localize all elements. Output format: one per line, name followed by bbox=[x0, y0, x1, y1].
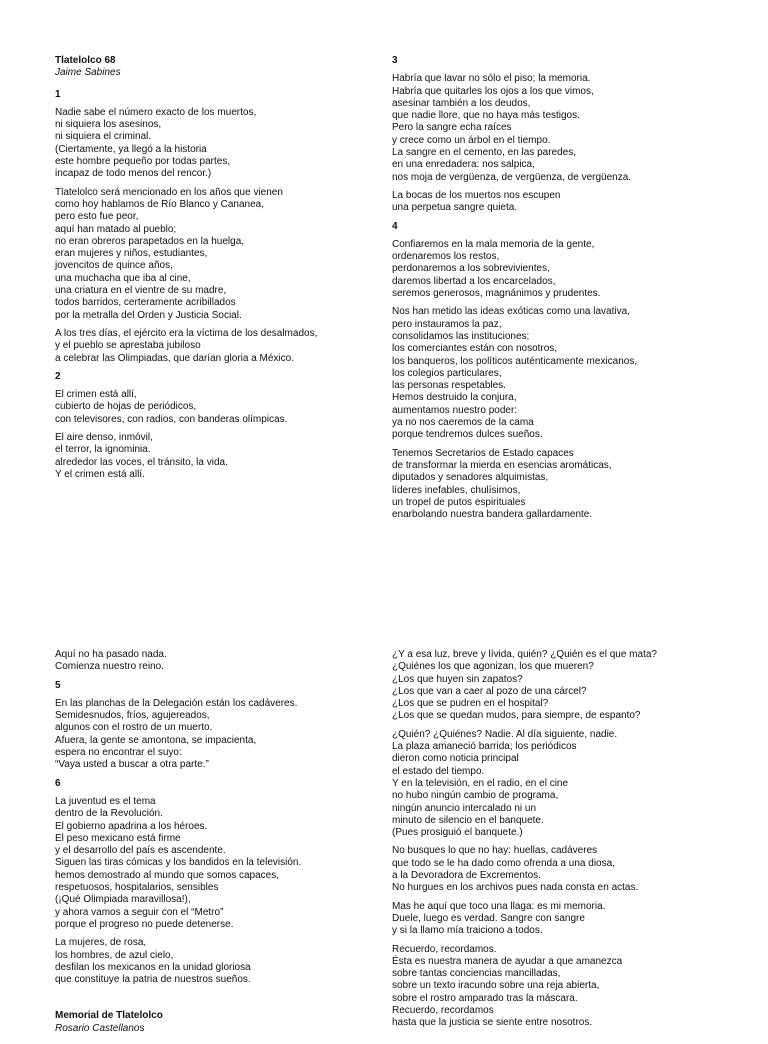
stanza: Recuerdo, recordamos. Ésta es nuestra manera de ayudar a que amanezca sobre tantas conciencias mancilladas, sobre un texto iracundo sobre una reja abierta, sobre el rostro amparado tras la máscara. Recuerdo, recordamos hasta que la justicia se siente entre nosotros. bbox=[392, 943, 623, 1029]
stanza: Tlatelolco será mencionado en los años que vienen como hoy hablamos de Río Blanco y Cananea, pero esto fue peor, aquí han matado al pueblo; no eran obreros parapetados en la huelga, eran mujeres y niños, estudiantes, jovencitos de quince años, una muchacha que iba al cine, una criatura en el vientre de su madre, todos barridos, certeramente acribillados por la metralla del Orden y Justicia Social. bbox=[55, 186, 283, 321]
stanza: En las planchas de la Delegación están los cadáveres. Semidesnudos, fríos, agujereados, algunos con el rostro de un muerto. Afuera, la gente se amontona, se impacienta, espera no encontrar el suyo: “Vaya usted a buscar a otra parte.” bbox=[55, 697, 298, 771]
spacer bbox=[55, 992, 395, 1010]
section-number: 5 bbox=[55, 679, 61, 691]
stanza: Aquí no ha pasado nada. Comienza nuestro reino. bbox=[55, 649, 167, 673]
stanza: La bocas de los muertos nos escupen una perpetua sangre quieta. bbox=[392, 189, 561, 214]
poem-author: Jaime Sabines bbox=[55, 67, 121, 79]
stanza: No busques lo que no hay: huellas, cadáveres que todo se le ha dado como ofrenda a una diosa, a la Devoradora de Excrementos. No hurgues en los archivos pues nada consta en actas. bbox=[392, 845, 639, 894]
section-number: 2 bbox=[55, 370, 61, 382]
page2-left-column bbox=[55, 649, 395, 1044]
section-number: 4 bbox=[392, 220, 398, 232]
section-number: 3 bbox=[392, 55, 398, 66]
stanza: Nos han metido las ideas exóticas como una lavativa, pero instauramos la paz, consolidamos las instituciones; los comerciantes están con nosotros, los banqueros, los políticos auténticamente mexicanos, los colegios particulares, las personas respetables. Hemos destruido la conjura, aumentamos nuestro poder: ya no nos caeremos de la cama porque tendremos dulces sueños. bbox=[392, 306, 638, 441]
stanza: Habría que lavar no sólo el piso; la memoria. Habría que quitarles los ojos a los que vimos, asesinar también a los deudos, que nadie llore, que no haya más testigos. Pero la sangre echa raíces y crece como un árbol en el tiempo. La sangre en el cemento, en las paredes, en una enredadera: nos salpica, nos moja de vergüenza, de vergüenza, de vergüenza. bbox=[392, 73, 632, 183]
stanza: ¿Quién? ¿Quiénes? Nadie. Al día siguiente, nadie. La plaza amaneció barrida; los periódicos dieron como noticia principal el estado del tiempo. Y en la televisión, en el radio, en el cine no hubo ningún cambio de programa, ningún anuncio intercalado ni un minuto de silencio en el banquete. (Pues prosiguió el banquete.) bbox=[392, 728, 618, 839]
section-number: 1 bbox=[55, 88, 61, 100]
stanza: El aire denso, inmóvil, el terror, la ignominia. alrededor las voces, el tránsito, la vida. Y el crimen está allí. bbox=[55, 432, 228, 480]
poem-author: Rosario Castellanos bbox=[55, 1022, 145, 1034]
stanza: Confiaremos en la mala memoria de la gente, ordenaremos los restos, perdonaremos a los sobrevivientes, daremos libertad a los encarcelados, seremos generosos, magnánimos y prudentes. bbox=[392, 238, 601, 300]
page2-right-column bbox=[392, 649, 732, 1036]
section-number: 6 bbox=[55, 777, 61, 789]
stanza: La mujeres, de rosa, los hombres, de azul cielo, desfilan los mexicanos en la unidad gloriosa que constituye la patria de nuestros sueños. bbox=[55, 937, 251, 986]
stanza: La juventud es el tema dentro de la Revolución. El gobierno apadrina a los héroes. El peso mexicano está firme y el desarrollo del país es ascendente. Siguen las tiras cómicas y los bandidos en la televisión. hemos demostrado al mundo que somos capaces, respetuosos, hospitalarios, sensibles (¡Qué Olimpiada maravillosa!), y ahora vamos a seguir con el “Metro” porque el progreso no puede detenerse. bbox=[55, 795, 302, 930]
stanza: El crimen está allí, cubierto de hojas de periódicos, con televisores, con radios, con banderas olímpicas. bbox=[55, 389, 288, 425]
stanza: Nadie sabe el número exacto de los muertos, ni siquiera los asesinos, ni siquiera el criminal. (Ciertamente, ya llegó a la historia este hombre pequeño por todas partes, incapaz de todo menos del rencor.) bbox=[55, 106, 257, 180]
poem-title: Tlatelolco 68 bbox=[55, 55, 116, 66]
poem-title: Memorial de Tlatelolco bbox=[55, 1010, 163, 1022]
stanza: A los tres días, el ejército era la víctima de los desalmados, y el pueblo se aprestaba jubiloso a celebrar las Olimpiadas, que darían gloria a México. bbox=[55, 327, 318, 364]
stanza: Tenemos Secretarios de Estado capaces de transformar la mierda en esencias aromáticas, diputados y senadores alquimistas, líderes inefables, chulísimos, un tropel de putos espirituales enarbolando nuestra bandera gallardamente. bbox=[392, 447, 612, 521]
stanza: Mas he aquí que toco una llaga: es mi memoria. Duele, luego es verdad. Sangre con sangre y si la llamo mía traiciono a todos. bbox=[392, 900, 606, 937]
page1-left-column bbox=[55, 55, 395, 487]
stanza: ¿Y a esa luz, breve y lívida, quién? ¿Quién es el que mata? ¿Quiénes los que agonizan, los que mueren? ¿Los que huyen sin zapatos? ¿Los que van a caer al pozo de una cárcel? ¿Los que se pudren en el hospital? ¿Los que se quedan mudos, para siempre, de espanto? bbox=[392, 649, 657, 722]
page1-right-column bbox=[392, 55, 732, 527]
